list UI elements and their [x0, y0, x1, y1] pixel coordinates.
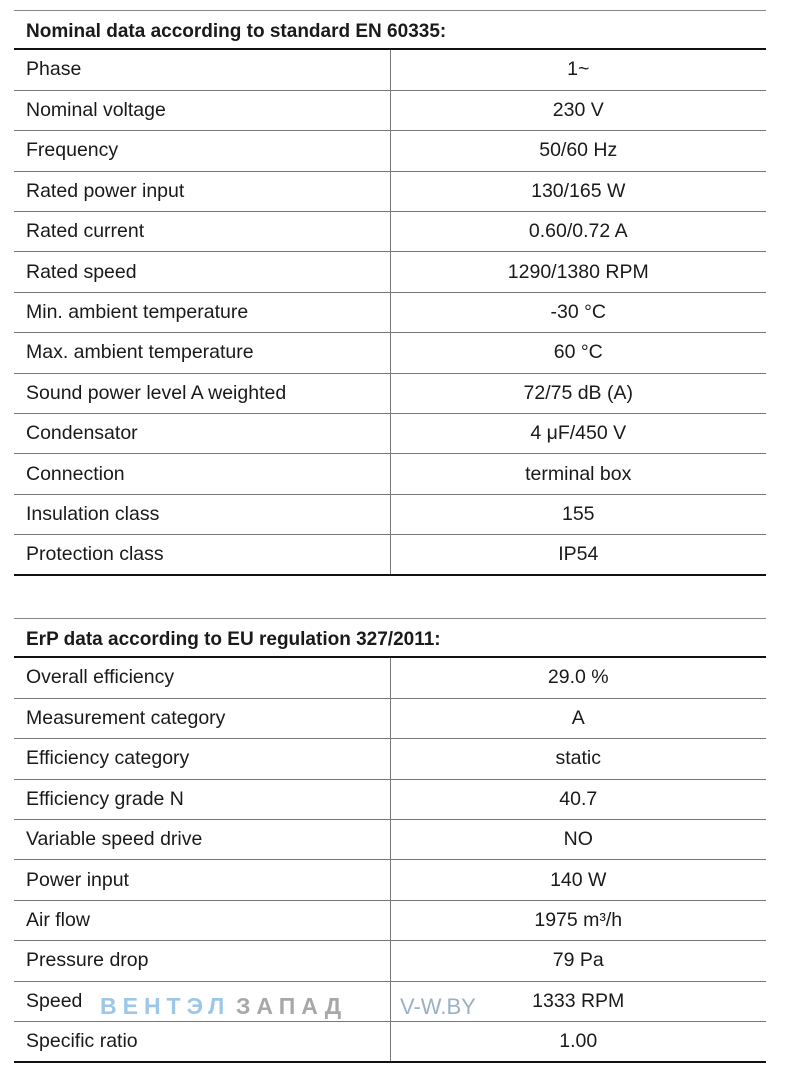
table-row	[14, 941, 766, 981]
row-label: Power input	[14, 860, 390, 900]
watermark-brand-part1: ВЕНТЭЛ	[100, 993, 231, 1019]
table-row	[14, 779, 766, 819]
row-value: 1975 m³/h	[390, 900, 766, 940]
table-row	[14, 333, 766, 373]
row-label: Frequency	[14, 131, 390, 171]
row-value: 1.00	[390, 1022, 766, 1062]
row-label: Connection	[14, 454, 390, 494]
erp-data-table	[14, 658, 766, 1063]
table-row	[14, 739, 766, 779]
table-row	[14, 252, 766, 292]
row-value: 4 μF/450 V	[390, 414, 766, 454]
row-label: Rated speed	[14, 252, 390, 292]
row-value: 50/60 Hz	[390, 131, 766, 171]
row-value: A	[390, 698, 766, 738]
row-value: 130/165 W	[390, 171, 766, 211]
row-value: 1333 RPM	[390, 981, 766, 1021]
row-value: 140 W	[390, 860, 766, 900]
row-value: -30 °C	[390, 292, 766, 332]
table-row	[14, 1022, 766, 1062]
row-value: 0.60/0.72 A	[390, 212, 766, 252]
erp-data-title: ErP data according to EU regulation 327/2011:	[14, 618, 766, 658]
row-label: Phase	[14, 50, 390, 90]
row-label: Protection class	[14, 535, 390, 575]
row-value: 155	[390, 494, 766, 534]
nominal-data-title: Nominal data according to standard EN 60335:	[14, 10, 766, 50]
row-label: Variable speed drive	[14, 820, 390, 860]
row-label: Insulation class	[14, 494, 390, 534]
row-value: 60 °C	[390, 333, 766, 373]
table-row	[14, 171, 766, 211]
table-row	[14, 454, 766, 494]
row-label: Sound power level A weighted	[14, 373, 390, 413]
row-value: IP54	[390, 535, 766, 575]
table-row	[14, 90, 766, 130]
table-row	[14, 658, 766, 698]
table-row	[14, 494, 766, 534]
nominal-data-section	[14, 10, 766, 576]
row-label: Pressure drop	[14, 941, 390, 981]
table-row	[14, 373, 766, 413]
table-row	[14, 50, 766, 90]
row-label: Min. ambient temperature	[14, 292, 390, 332]
table-row	[14, 860, 766, 900]
table-row	[14, 900, 766, 940]
table-row	[14, 414, 766, 454]
row-label: Condensator	[14, 414, 390, 454]
row-value: terminal box	[390, 454, 766, 494]
row-value: 72/75 dB (A)	[390, 373, 766, 413]
row-value: 1290/1380 RPM	[390, 252, 766, 292]
table-row	[14, 535, 766, 575]
row-label: Specific ratio	[14, 1022, 390, 1062]
row-value: 230 V	[390, 90, 766, 130]
row-value: 1~	[390, 50, 766, 90]
row-value: 29.0 %	[390, 658, 766, 698]
table-row	[14, 820, 766, 860]
row-label: Rated current	[14, 212, 390, 252]
row-label: Rated power input	[14, 171, 390, 211]
row-value: static	[390, 739, 766, 779]
table-row	[14, 131, 766, 171]
table-row	[14, 292, 766, 332]
watermark-brand-part2: ЗАПАД	[236, 993, 348, 1019]
row-label: Overall efficiency	[14, 658, 390, 698]
table-row	[14, 212, 766, 252]
table-row	[14, 981, 766, 1021]
nominal-data-table	[14, 50, 766, 576]
row-label: Efficiency category	[14, 739, 390, 779]
row-label: Air flow	[14, 900, 390, 940]
row-label: Speed	[14, 981, 390, 1021]
row-value: 79 Pa	[390, 941, 766, 981]
row-value: 40.7	[390, 779, 766, 819]
row-label: Max. ambient temperature	[14, 333, 390, 373]
row-label: Measurement category	[14, 698, 390, 738]
watermark-site: V-W.BY	[400, 994, 476, 1019]
row-value: NO	[390, 820, 766, 860]
erp-data-section	[14, 618, 766, 1063]
row-label: Efficiency grade N	[14, 779, 390, 819]
row-label: Nominal voltage	[14, 90, 390, 130]
table-row	[14, 698, 766, 738]
